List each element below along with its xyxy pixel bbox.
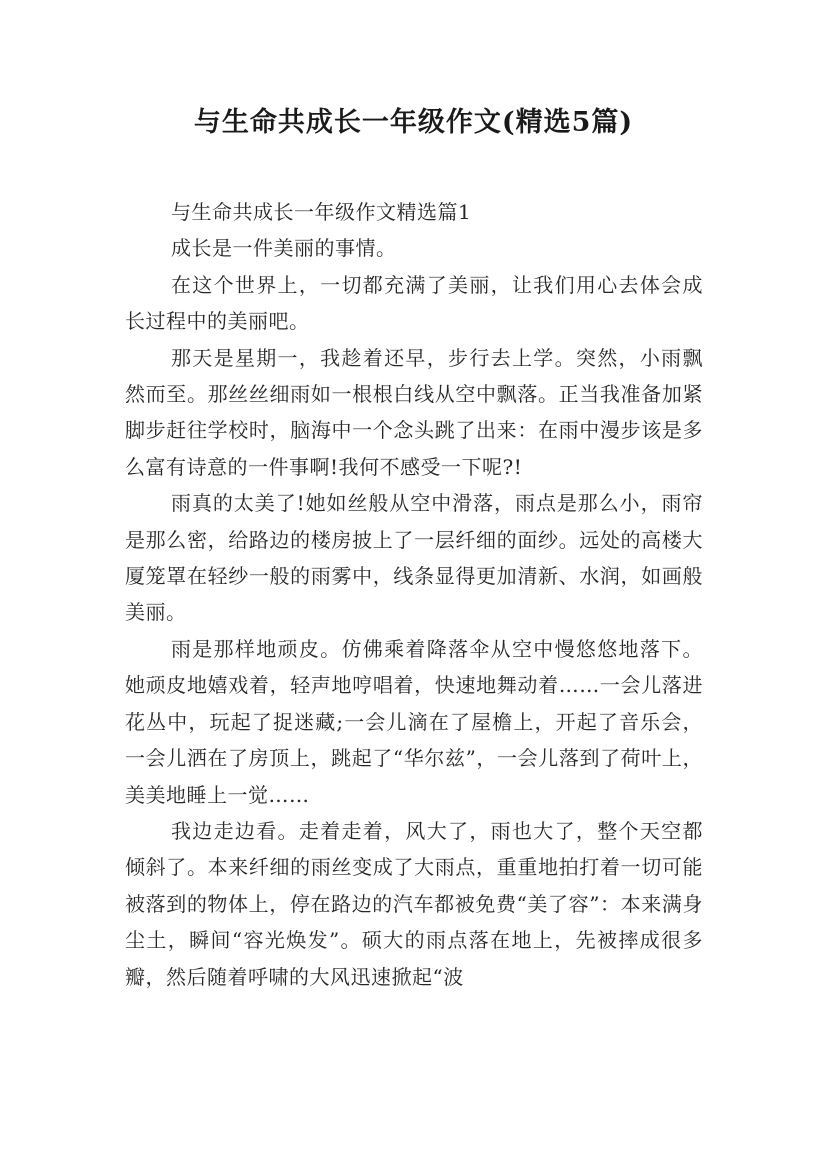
- paragraph: 雨真的太美了!她如丝般从空中滑落，雨点是那么小，雨帘是那么密，给路边的楼房披上了一层纤细的面纱。远处的高楼大厦笼罩在轻纱一般的雨雾中，线条显得更加清新、水润，如画般美丽。: [125, 491, 703, 625]
- document-title: 与生命共成长一年级作文(精选5篇): [193, 107, 634, 138]
- paragraph: 在这个世界上，一切都充满了美丽，让我们用心去体会成长过程中的美丽吧。: [125, 272, 703, 334]
- paragraph: 那天是星期一，我趁着还早，步行去上学。突然，小雨飘然而至。那丝丝细雨如一根根白线从空中飘落。正当我准备加紧脚步赶往学校时，脑海中一个念头跳了出来：在雨中漫步该是多么富有诗意的一件事啊!我何不感受一下呢?!: [125, 345, 703, 479]
- paragraph: 我边走边看。走着走着，风大了，雨也大了，整个天空都倾斜了。本来纤细的雨丝变成了大雨点，重重地拍打着一切可能被落到的物体上，停在路边的汽车都被免费“美了容”：本来满身尘土，瞬间“容光焕发”。硕大的雨点落在地上，先被摔成很多瓣，然后随着呼啸的大风迅速掀起“波: [125, 818, 703, 989]
- document-body: [125, 194, 703, 995]
- section-heading: 与生命共成长一年级作文精选篇1: [171, 200, 472, 224]
- paragraph: 雨是那样地顽皮。仿佛乘着降落伞从空中慢悠悠地落下。她顽皮地嬉戏着，轻声地哼唱着，快速地舞动着……一会儿落进花丛中，玩起了捉迷藏;一会儿滴在了屋檐上，开起了音乐会，一会儿洒在了房顶上，跳起了“华尔兹”，一会儿落到了荷叶上，美美地睡上一觉……: [125, 636, 703, 807]
- paragraph: 成长是一件美丽的事情。: [171, 236, 397, 261]
